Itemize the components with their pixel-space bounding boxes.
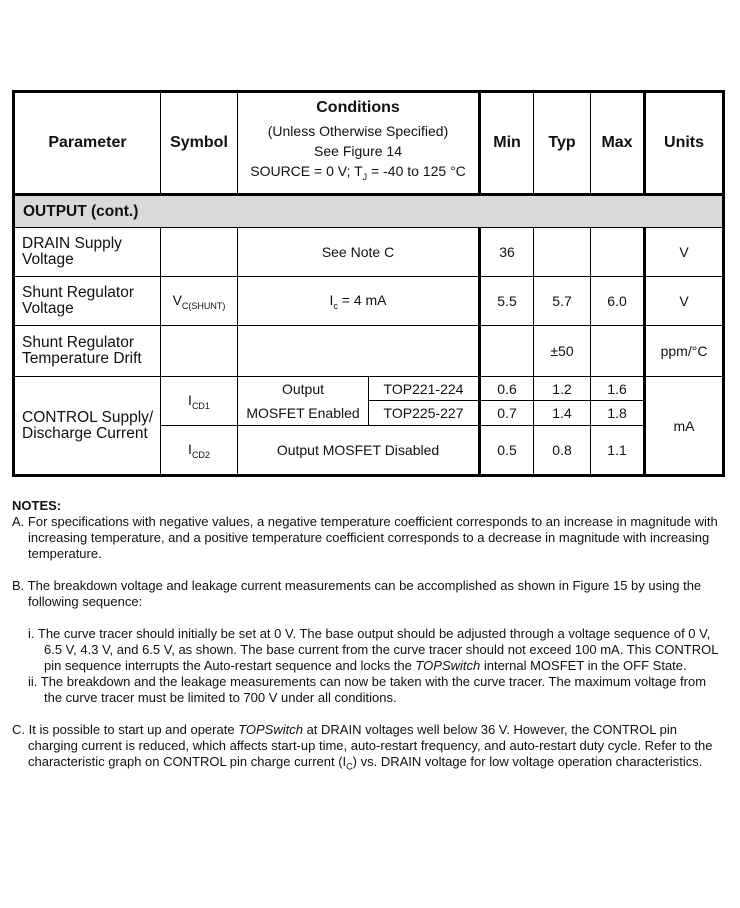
param-drain: DRAIN Supply Voltage bbox=[14, 228, 161, 277]
typ-icd1-1: 1.2 bbox=[534, 377, 591, 401]
units-drift: ppm/°C bbox=[645, 326, 724, 377]
conditions-line2: See Figure 14 bbox=[314, 143, 402, 160]
units-drain: V bbox=[645, 228, 724, 277]
header-parameter: Parameter bbox=[14, 92, 161, 195]
param-control: CONTROL Supply/ Discharge Current bbox=[14, 377, 161, 476]
param-shunt: Shunt Regulator Voltage bbox=[14, 277, 161, 326]
header-symbol: Symbol bbox=[161, 92, 238, 195]
cond-icd2: Output MOSFET Disabled bbox=[238, 426, 480, 476]
notes bbox=[12, 498, 726, 775]
note-b-ii: ii. The breakdown and the leakage measurements can now be taken with the curve tracer. The maximum voltage from the curve tracer must be limited to 700 V under all conditions. bbox=[28, 674, 707, 705]
units-control: mA bbox=[645, 377, 724, 476]
min-shunt: 5.5 bbox=[480, 277, 534, 326]
note-a: A. For specifications with negative values, a negative temperature coefficient corresponds to an increase in magnitude with increasing temperature, and a positive temperature coefficient corresponds to a decrease in magnitude with increasing temperature. bbox=[12, 514, 718, 561]
header-min: Min bbox=[480, 92, 534, 195]
note-b-i: i. The curve tracer should initially be set at 0 V. The base output should be adjusted through a voltage sequence of 0 V, 6.5 V, 4.3 V, and 6.5 V, as shown. The base current from the curve tracer should not exceed 100 mA. This CONTROL pin sequence interrupts the Auto-restart sequence and locks the TOPSwitch internal MOSFET in the OFF State. bbox=[28, 626, 718, 673]
conditions-title: Conditions bbox=[316, 99, 400, 117]
note-b: B. The breakdown voltage and leakage current measurements can be accomplished as shown in Figure 15 by using the following sequence: bbox=[12, 578, 702, 609]
symbol-icd1: $I_{CD1}$ bbox=[161, 377, 238, 426]
table-row bbox=[14, 277, 724, 326]
typ-shunt: 5.7 bbox=[534, 277, 591, 326]
cond-icd1-a: Output bbox=[238, 377, 369, 401]
min-icd1-2: 0.7 bbox=[480, 401, 534, 426]
min-icd1-1: 0.6 bbox=[480, 377, 534, 401]
table-row bbox=[14, 377, 724, 401]
table-row bbox=[14, 326, 724, 377]
max-icd1-2: 1.8 bbox=[591, 401, 645, 426]
note-c: C. It is possible to start up and operate TOPSwitch at DRAIN voltages well below 36 V. However, the CONTROL pin charging current is reduced, which affects start-up time, auto-restart frequency, and auto-restart duty cycle. Refer to the characteristic graph on CONTROL pin charge current $(I_C)$ vs. DRAIN voltage for low voltage operation characteristics. bbox=[12, 722, 713, 772]
part-1: TOP221-224 bbox=[369, 377, 480, 401]
notes-title: NOTES: bbox=[12, 498, 62, 513]
typ-drift: ±50 bbox=[534, 326, 591, 377]
cond-drain: See Note C bbox=[238, 228, 480, 277]
header-conditions bbox=[238, 92, 480, 195]
max-shunt: 6.0 bbox=[591, 277, 645, 326]
units-shunt: V bbox=[645, 277, 724, 326]
section-output: OUTPUT (cont.) bbox=[14, 195, 724, 228]
param-drift: Shunt Regulator Temperature Drift bbox=[14, 326, 161, 377]
cond-icd1-b: MOSFET Enabled bbox=[238, 401, 369, 426]
typ-icd1-2: 1.4 bbox=[534, 401, 591, 426]
table-row bbox=[14, 228, 724, 277]
min-icd2: 0.5 bbox=[480, 426, 534, 476]
max-icd2: 1.1 bbox=[591, 426, 645, 476]
header-typ: Typ bbox=[534, 92, 591, 195]
symbol-shunt: $V_{C(SHUNT)}$ bbox=[161, 277, 238, 326]
part-2: TOP225-227 bbox=[369, 401, 480, 426]
typ-icd2: 0.8 bbox=[534, 426, 591, 476]
max-icd1-1: 1.6 bbox=[591, 377, 645, 401]
min-drain: 36 bbox=[480, 228, 534, 277]
conditions-line1: (Unless Otherwise Specified) bbox=[267, 123, 449, 140]
header-max: Max bbox=[591, 92, 645, 195]
cond-shunt: $I_c = 4$ mA bbox=[238, 277, 480, 326]
header-units: Units bbox=[645, 92, 724, 195]
spec-table bbox=[12, 90, 725, 477]
conditions-line3: SOURCE = 0 V; $T_J = -40$ to 125 °C bbox=[250, 163, 466, 182]
symbol-icd2: $I_{CD2}$ bbox=[161, 426, 238, 476]
